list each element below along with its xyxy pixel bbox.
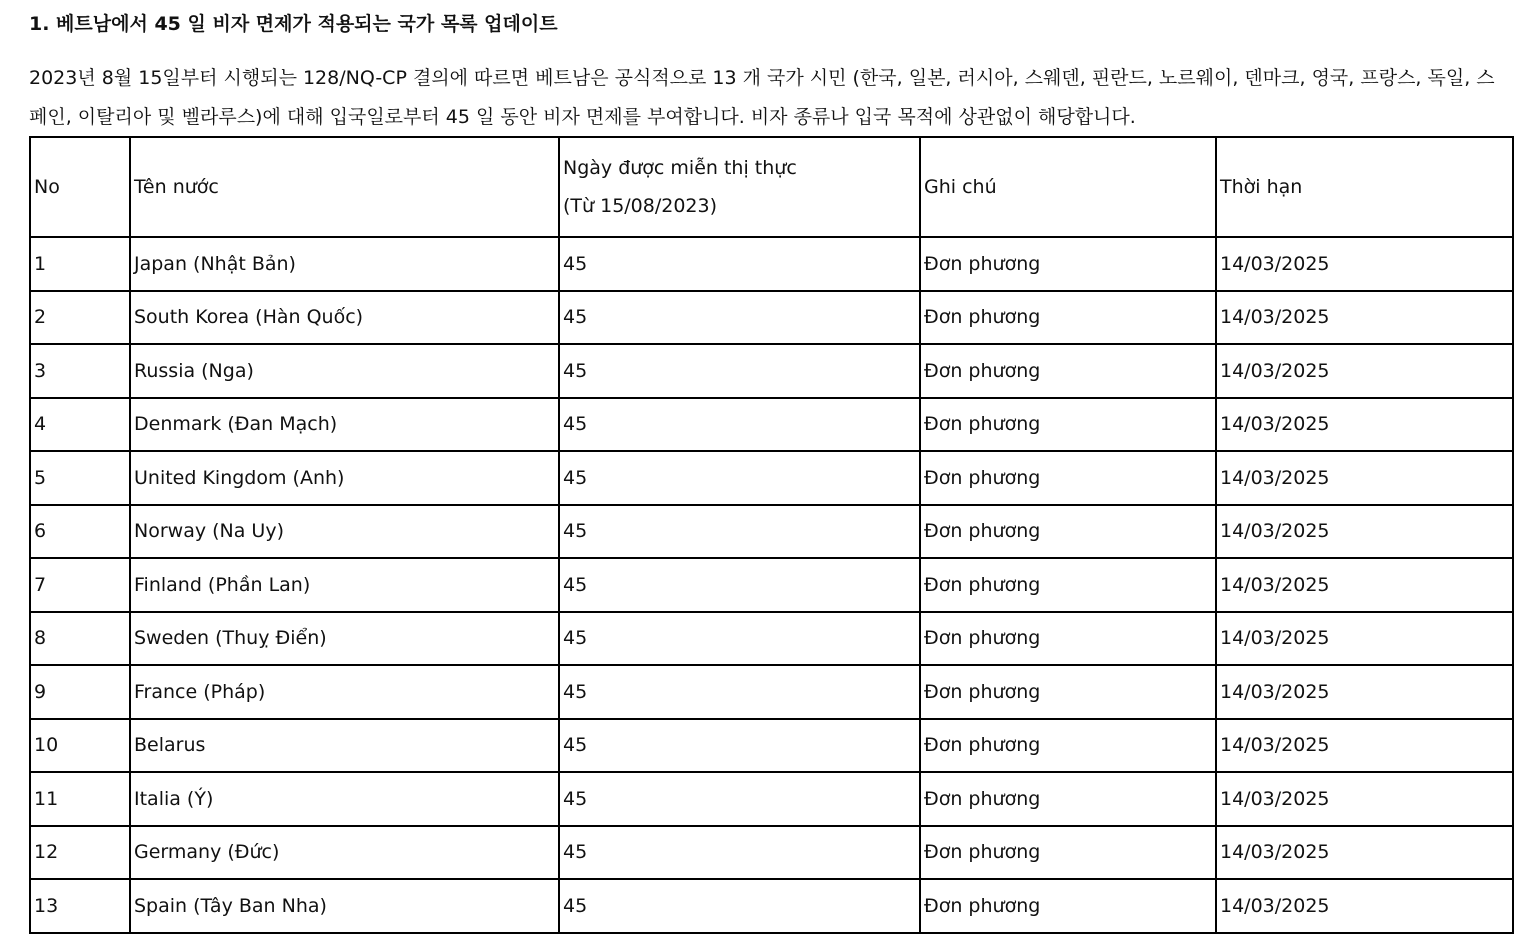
cell-days: 45 [559,398,920,452]
cell-no: 13 [30,879,130,933]
cell-days: 45 [559,879,920,933]
cell-no: 11 [30,772,130,826]
table-row [30,665,1513,719]
cell-days: 45 [559,344,920,398]
table-row [30,237,1513,291]
cell-no: 5 [30,451,130,505]
table-row [30,344,1513,398]
table-row [30,558,1513,612]
cell-term: 14/03/2025 [1216,772,1513,826]
table-header-row [30,137,1513,237]
cell-no: 12 [30,826,130,880]
cell-note: Đơn phương [920,772,1216,826]
cell-days: 45 [559,451,920,505]
cell-note: Đơn phương [920,612,1216,666]
cell-country: Russia (Nga) [130,344,559,398]
cell-no: 7 [30,558,130,612]
cell-no: 4 [30,398,130,452]
cell-note: Đơn phương [920,237,1216,291]
section-heading: 1. 베트남에서 45 일 비자 면제가 적용되는 국가 목록 업데이트 [29,13,558,35]
cell-term: 14/03/2025 [1216,665,1513,719]
cell-note: Đơn phương [920,451,1216,505]
cell-note: Đơn phương [920,291,1216,345]
cell-note: Đơn phương [920,826,1216,880]
cell-note: Đơn phương [920,665,1216,719]
cell-days: 45 [559,237,920,291]
cell-term: 14/03/2025 [1216,344,1513,398]
cell-no: 3 [30,344,130,398]
cell-country: Italia (Ý) [130,772,559,826]
cell-country: Norway (Na Uy) [130,505,559,559]
table-row [30,772,1513,826]
cell-term: 14/03/2025 [1216,451,1513,505]
cell-days: 45 [559,826,920,880]
header-no: No [30,137,130,237]
table-row [30,398,1513,452]
visa-exemption-table [29,136,1514,934]
intro-paragraph: 2023년 8월 15일부터 시행되는 128/NQ-CP 결의에 따르면 베트남은 공식적으로 13 개 국가 시민 (한국, 일본, 러시아, 스웨덴, 핀란드, 노르웨이, 덴마크, 영국, 프랑스, 독일, 스페인, 이탈리아 및 벨라루스)에 대해 입국일로부터 45 일 동안 비자 면제를 부여합니다. 비자 종류나 입국 목적에 상관없이 해당합니다. [29,67,1495,128]
cell-no: 6 [30,505,130,559]
cell-days: 45 [559,558,920,612]
cell-country: Finland (Phần Lan) [130,558,559,612]
cell-no: 8 [30,612,130,666]
cell-note: Đơn phương [920,719,1216,773]
cell-country: Belarus [130,719,559,773]
cell-country: Japan (Nhật Bản) [130,237,559,291]
header-exempt-days-line1: Ngày được miễn thị thực [563,157,797,179]
header-exempt-days-line2: (Từ 15/08/2023) [563,195,718,217]
cell-country: Denmark (Đan Mạch) [130,398,559,452]
cell-term: 14/03/2025 [1216,612,1513,666]
cell-term: 14/03/2025 [1216,398,1513,452]
cell-note: Đơn phương [920,505,1216,559]
cell-days: 45 [559,291,920,345]
header-country: Tên nước [130,137,559,237]
table-row [30,612,1513,666]
table-body [30,237,1513,933]
cell-country: Spain (Tây Ban Nha) [130,879,559,933]
cell-note: Đơn phương [920,558,1216,612]
cell-country: South Korea (Hàn Quốc) [130,291,559,345]
cell-note: Đơn phương [920,398,1216,452]
table-row [30,826,1513,880]
cell-term: 14/03/2025 [1216,879,1513,933]
table-row [30,879,1513,933]
table-row [30,505,1513,559]
cell-no: 2 [30,291,130,345]
cell-no: 9 [30,665,130,719]
cell-country: Sweden (Thuỵ Điển) [130,612,559,666]
cell-country: United Kingdom (Anh) [130,451,559,505]
cell-term: 14/03/2025 [1216,719,1513,773]
cell-term: 14/03/2025 [1216,558,1513,612]
cell-no: 10 [30,719,130,773]
header-term: Thời hạn [1216,137,1513,237]
table-row [30,291,1513,345]
table-row [30,451,1513,505]
cell-country: France (Pháp) [130,665,559,719]
cell-term: 14/03/2025 [1216,826,1513,880]
table-row [30,719,1513,773]
cell-term: 14/03/2025 [1216,237,1513,291]
cell-days: 45 [559,612,920,666]
cell-country: Germany (Đức) [130,826,559,880]
cell-note: Đơn phương [920,879,1216,933]
cell-days: 45 [559,505,920,559]
cell-term: 14/03/2025 [1216,505,1513,559]
header-note: Ghi chú [920,137,1216,237]
header-exempt-days [559,137,920,237]
cell-days: 45 [559,665,920,719]
cell-term: 14/03/2025 [1216,291,1513,345]
cell-days: 45 [559,719,920,773]
cell-days: 45 [559,772,920,826]
cell-no: 1 [30,237,130,291]
cell-note: Đơn phương [920,344,1216,398]
